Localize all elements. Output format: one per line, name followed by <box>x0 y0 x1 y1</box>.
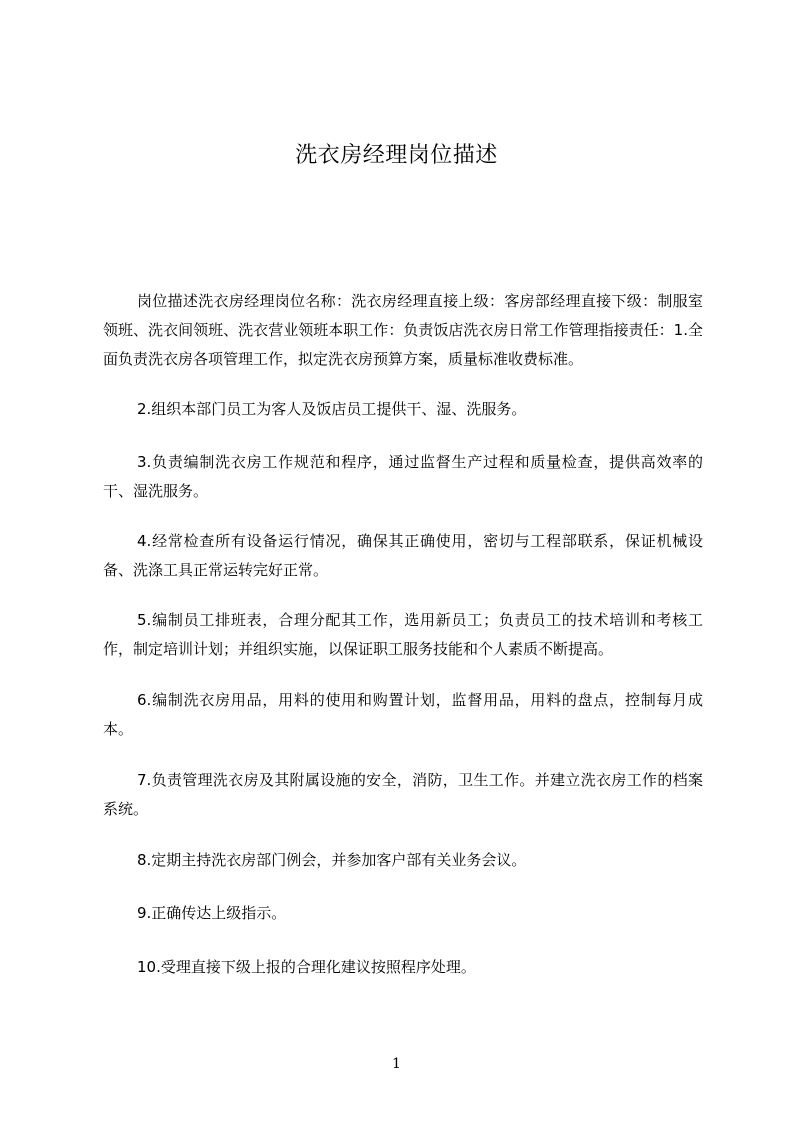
paragraph-item-10: 10.受理直接下级上报的合理化建议按照程序处理。 <box>137 958 476 976</box>
paragraph-item-7: 7.负责管理洗衣房及其附属设施的安全，消防，卫生工作。并建立洗衣房工作的档案系统。 <box>103 771 703 818</box>
paragraph-item-2: 2.组织本部门员工为客人及饭店员工提供干、湿、洗服务。 <box>137 400 527 418</box>
page-number: 1 <box>392 1056 401 1072</box>
paragraph-item-5: 5.编制员工排班表，合理分配其工作，选用新员工；负责员工的技术培训和考核工作，制定培训计划；并组织实施，以保证职工服务技能和个人素质不断提高。 <box>103 611 703 658</box>
paragraph-item-3: 3.负责编制洗衣房工作规范和程序，通过监督生产过程和质量检查，提供高效率的干、湿洗服务。 <box>103 453 703 500</box>
paragraph-item-8: 8.定期主持洗衣房部门例会，并参加客户部有关业务会议。 <box>137 851 527 869</box>
paragraph-item-9: 9.正确传达上级指示。 <box>137 904 287 922</box>
paragraph-item-6: 6.编制洗衣房用品，用料的使用和购置计划，监督用品，用料的盘点，控制每月成本。 <box>103 691 703 738</box>
paragraph-item-4: 4.经常检查所有设备运行情况，确保其正确使用，密切与工程部联系，保证机械设备、洗涤工具正常运转完好正常。 <box>103 532 703 579</box>
paragraph-intro: 岗位描述洗衣房经理岗位名称：洗衣房经理直接上级：客房部经理直接下级：制服室领班、洗衣间领班、洗衣营业领班本职工作：负责饭店洗衣房日常工作管理指接责任：1.全面负责洗衣房各项管理工作，拟定洗衣房预算方案，质量标准收费标准。 <box>103 292 703 368</box>
document-title: 洗衣房经理岗位描述 <box>295 143 498 168</box>
